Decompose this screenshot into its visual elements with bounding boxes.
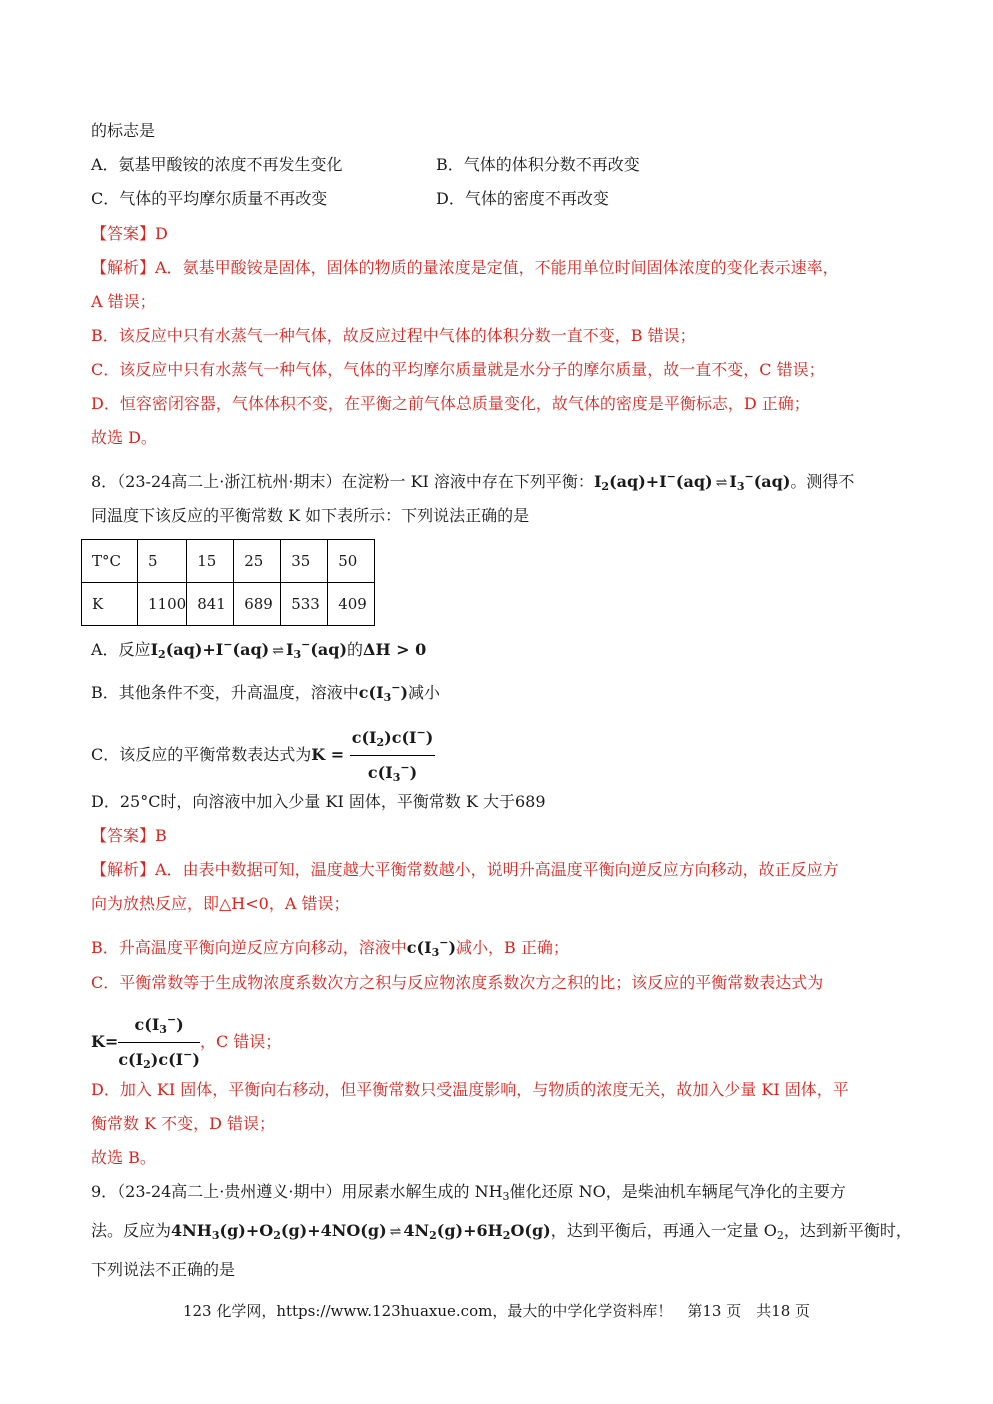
- table-cell: 1100: [138, 583, 187, 626]
- q9-stem-prefix: 9．（23-24高二上·贵州遵义·期中）用尿素水解生成的 NH: [91, 1182, 503, 1201]
- table-header-cell: T°C: [82, 540, 138, 583]
- option-a: A．氨基甲酸铵的浓度不再发生变化: [91, 155, 343, 174]
- q8-analysis-line-6: D．加入 KI 固体，平衡向右移动，但平衡常数只受温度影响，与物质的浓度无关，故加入少量 KI 固体，平: [91, 1080, 849, 1099]
- page-footer: 123 化学网，https://www.123huaxue.com，最大的中学化学资料库！ 第13 页 共18 页: [182, 1302, 811, 1320]
- q9-stem-line-1: 9．（23-24高二上·贵州遵义·期中）用尿素水解生成的 $NH_3$催化还原 NO，是柴油机车辆尾气净化的主要方: [91, 1182, 846, 1203]
- table-cell: 50: [328, 540, 375, 583]
- table-cell: 15: [187, 540, 234, 583]
- analysis-conclusion: 故选 D。: [91, 428, 157, 447]
- table-row: [82, 583, 375, 626]
- table-cell: 409: [328, 583, 375, 626]
- table-header-cell: K: [82, 583, 138, 626]
- q8-stem-text: 8．（23-24高二上·浙江杭州·期末）在淀粉一 KI 溶液中存在下列平衡：: [91, 472, 594, 491]
- table-cell: 533: [281, 583, 328, 626]
- option-a-mid: 的: [347, 640, 364, 659]
- option-b-suffix: 减小: [408, 683, 441, 702]
- analysis-b-prefix: B．升高温度平衡向逆反应方向移动，溶液中: [91, 938, 407, 957]
- reaction-equation: $4NH_3(g)+O_2(g)+4NO(g)$ ⇌ $4N_2(g)+6H_2O(g)$: [171, 1221, 551, 1242]
- q8-analysis-line-4: C．平衡常数等于生成物浓度系数次方之积与反应物浓度系数次方之积的比；该反应的平衡常数表达式为: [91, 973, 824, 992]
- option-b-prefix: B．其他条件不变，升高温度，溶液中: [91, 683, 359, 702]
- q8-option-b: [91, 677, 440, 709]
- table-cell: 25: [234, 540, 281, 583]
- equilibrium-constant-table: [81, 539, 375, 626]
- q8-analysis-line-2: 向为放热反应，即△H<0，A 错误；: [91, 894, 350, 913]
- analysis-label: 【解析】: [91, 258, 156, 277]
- option-d: D．气体的密度不再改变: [436, 189, 609, 208]
- option-a-prefix: A．反应: [91, 640, 151, 659]
- answer-label: 【答案】: [91, 826, 156, 845]
- table-row: [82, 540, 375, 583]
- analysis-line-2: A 错误；: [91, 292, 156, 311]
- q8-analysis-line-7: 衡常数 K 不变，D 错误；: [91, 1114, 276, 1133]
- q8-option-d: D．25°C时，向溶液中加入少量 KI 固体，平衡常数 K 大于689: [91, 792, 546, 811]
- analysis-label: 【解析】: [91, 860, 156, 879]
- q8-analysis-line-1: [91, 859, 839, 881]
- q8-answer-line: [91, 825, 167, 847]
- k-fraction: $\frac{c(I_2)c(I^-)}{c(I_3^-)}$: [350, 722, 436, 789]
- concentration-formula: $c(I_3^-)$: [358, 681, 409, 704]
- k-expression: K= $\frac{c(I_3^-)}{c(I_2)c(I^-)}$: [91, 1032, 200, 1051]
- analysis-line-4: C．该反应中只有水蒸气一种气体，气体的平均摩尔质量就是水分子的摩尔质量，故一直不变，C 错误；: [91, 360, 825, 379]
- option-c: C．气体的平均摩尔质量不再改变: [91, 189, 328, 208]
- analysis-text: A．氨基甲酸铵是固体，固体的物质的量浓度是定值，不能用单位时间固体浓度的变化表示速率，: [155, 258, 839, 277]
- q9-reaction-prefix: 法。反应为: [91, 1221, 172, 1240]
- option-a-condition: ΔH > 0: [363, 640, 427, 659]
- answer-label: 【答案】: [91, 224, 156, 243]
- analysis-line-3: B．该反应中只有水蒸气一种气体，故反应过程中气体的体积分数一直不变，B 错误；: [91, 326, 696, 345]
- k-fraction: $\frac{c(I_3^-)}{c(I_2)c(I^-)}$: [118, 1009, 200, 1076]
- q8-option-a: [91, 634, 426, 666]
- table-cell: 689: [234, 583, 281, 626]
- q8-option-c: [91, 722, 435, 784]
- table-cell: 35: [281, 540, 328, 583]
- table-cell: 841: [187, 583, 234, 626]
- q8-analysis-line-3: [91, 932, 569, 964]
- table-cell: 5: [138, 540, 187, 583]
- option-c-prefix: C．该反应的平衡常数表达式为: [91, 745, 312, 764]
- question-stem-tail: 的标志是: [91, 121, 156, 140]
- analysis-c-suffix: ，C 错误；: [199, 1032, 282, 1051]
- concentration-formula: $c(I_3^-)$: [406, 936, 457, 959]
- equilibrium-equation: $I_2(aq)+I^-(aq)$ ⇌ $I_3^-(aq)$: [593, 470, 791, 493]
- q9-reaction-suffix: ，达到平衡后，再通入一定量 O: [550, 1221, 777, 1240]
- analysis-line-5: D．恒容密闭容器，气体体积不变，在平衡之前气体总质量变化，故气体的密度是平衡标志，D 正确；: [91, 394, 810, 413]
- q9-stem-suffix: 催化还原 NO，是柴油机车辆尾气净化的主要方: [509, 1182, 846, 1201]
- equilibrium-equation: $I_2(aq)+I^-(aq)$ ⇌ $I_3^-(aq)$: [150, 638, 348, 661]
- option-b: B．气体的体积分数不再改变: [436, 155, 640, 174]
- analysis-b-suffix: 减小，B 正确；: [456, 938, 569, 957]
- q9-reaction-end: ，达到新平衡时，: [783, 1221, 912, 1240]
- q8-analysis-conclusion: 故选 B。: [91, 1148, 156, 1167]
- q8-stem-line-1: [91, 466, 854, 498]
- q8-stem-end: 。测得不: [790, 472, 855, 491]
- q8-stem-line-2: 同温度下该反应的平衡常数 K 如下表所示：下列说法正确的是: [91, 506, 530, 525]
- answer-value: D: [155, 224, 168, 243]
- k-expression: K = $\frac{c(I_2)c(I^-)}{c(I_3^-)}$: [311, 745, 435, 764]
- answer-line: [91, 223, 168, 245]
- answer-value: B: [155, 826, 167, 845]
- analysis-line-1: [91, 257, 839, 279]
- q9-stem-line-3: 下列说法不正确的是: [91, 1260, 236, 1279]
- q9-stem-line-2: 法。反应为$4NH_3(g)+O_2(g)+4NO(g)$ ⇌ $4N_2(g)+6H_2O(g)$，达到平衡后，再通入一定量 $O_2$，达到新平衡时，: [91, 1221, 912, 1242]
- q8-analysis-line-5: [91, 1009, 282, 1071]
- analysis-text: A．由表中数据可知，温度越大平衡常数越小，说明升高温度平衡向逆反应方向移动，故正反应方: [155, 860, 839, 879]
